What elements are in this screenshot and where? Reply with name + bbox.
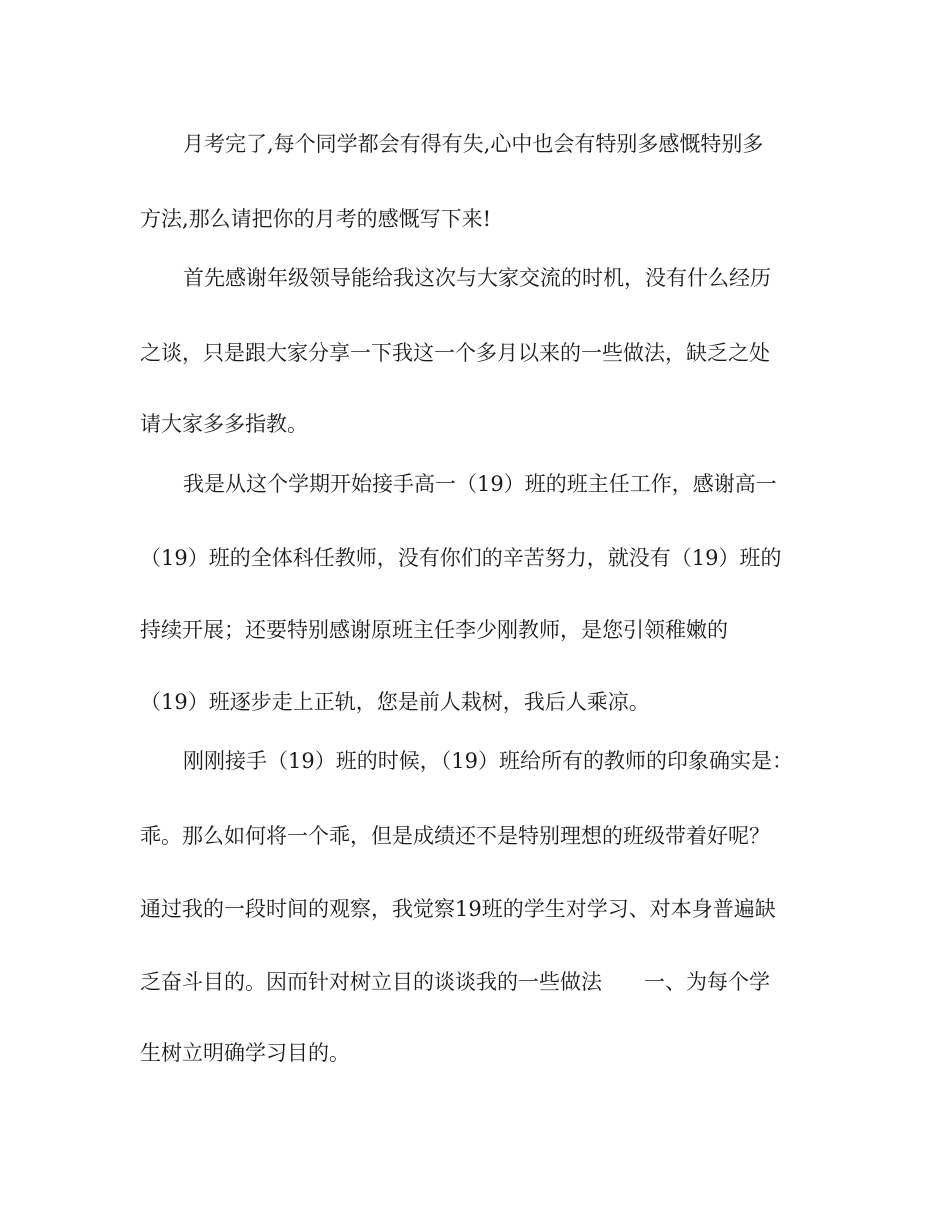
paragraph-4-line-5: 生树立明确学习目的。: [140, 1041, 350, 1065]
paragraph-4-line-4: 乏奋斗目的。因而针对树立目的谈谈我的一些做法 一、为每个学: [140, 970, 770, 994]
paragraph-4-line-2: 乖。那么如何将一个乖，但是成绩还不是特别理想的班级带着好呢？: [140, 824, 770, 848]
paragraph-1-line-1: 月考完了,每个同学都会有得有失,心中也会有特别多感慨特别多: [183, 132, 764, 156]
paragraph-2-line-3: 请大家多多指教。: [140, 412, 308, 436]
paragraph-2-line-1: 首先感谢年级领导能给我这次与大家交流的时机，没有什么经历: [183, 266, 771, 290]
paragraph-2-line-2: 之谈，只是跟大家分享一下我这一个多月以来的一些做法，缺乏之处: [140, 341, 770, 365]
paragraph-4-line-3: 通过我的一段时间的观察，我觉察19班的学生对学习、对本身普遍缺: [140, 897, 776, 921]
paragraph-3-line-1: 我是从这个学期开始接手高一（19）班的班主任工作，感谢高一: [183, 472, 777, 496]
paragraph-1-line-2: 方法,那么请把你的月考的感慨写下来!: [140, 207, 492, 231]
paragraph-3-line-4: （19）班逐步走上正轨，您是前人栽树，我后人乘凉。: [140, 690, 650, 714]
paragraph-3-line-3: 持续开展；还要特别感谢原班主任李少刚教师，是您引领稚嫩的: [140, 618, 728, 642]
paragraph-4-line-1: 刚刚接手（19）班的时候，（19）班给所有的教师的印象确实是：: [183, 749, 793, 773]
paragraph-3-line-2: （19）班的全体科任教师，没有你们的辛苦努力，就没有（19）班的: [140, 546, 782, 570]
